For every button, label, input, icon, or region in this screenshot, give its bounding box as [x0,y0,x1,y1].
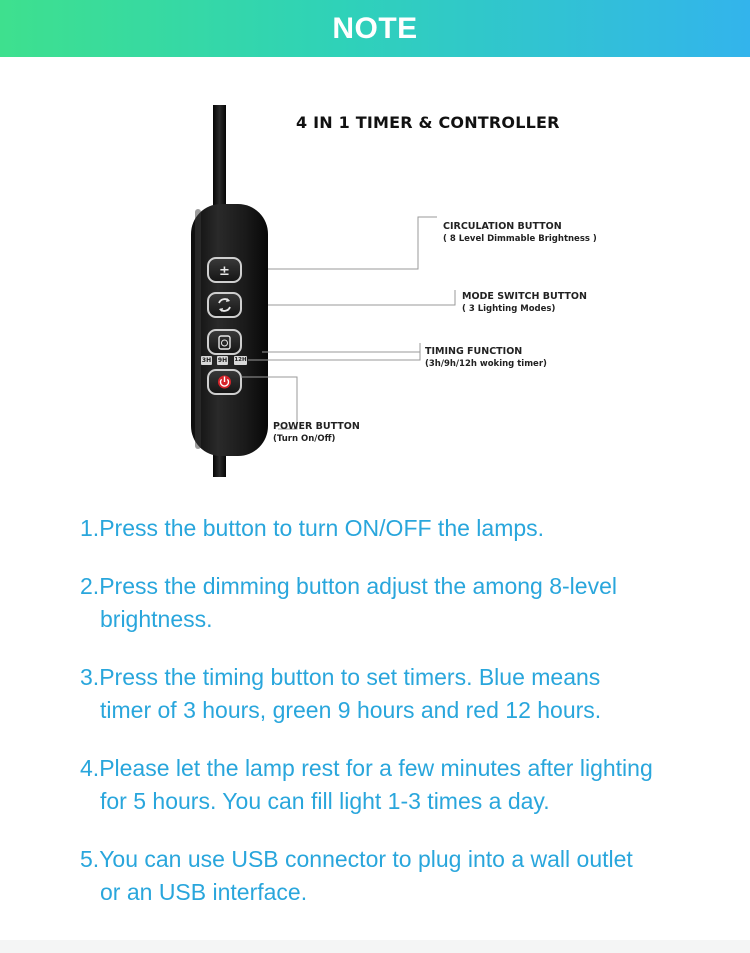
step-line-2: or an USB interface. [100,879,308,905]
step-line-2: brightness. [100,606,213,632]
instruction-list [80,512,720,934]
step-number: 3. [80,664,100,690]
step-line-1: Press the timing button to set timers. Blue means [99,664,601,690]
callout-mode-title: MODE SWITCH BUTTON [462,291,587,302]
instruction-item-1 [80,512,720,545]
callout-mode [462,290,587,316]
callout-timing-title: TIMING FUNCTION [425,346,523,357]
mode-switch-button [208,293,241,317]
diagram-title: 4 IN 1 TIMER & CONTROLLER [296,113,560,132]
step-line-1: You can use USB connector to plug into a wall outlet [99,846,633,872]
timer-label-12h: 12H [234,357,247,363]
circulation-button [208,258,241,282]
power-button [208,370,241,394]
leader-lines [241,217,455,429]
step-number: 2. [80,573,100,599]
step-number: 5. [80,846,100,872]
content-card [0,57,750,940]
callout-power-sub: (Turn On/Off) [273,434,336,444]
step-line-2: timer of 3 hours, green 9 hours and red 12 hours. [100,697,602,723]
step-line-1: Press the dimming button adjust the among 8-level [99,573,617,599]
step-line-1: Please let the lamp rest for a few minutes after lighting [99,755,653,781]
timer-label-3h: 3H [201,357,212,364]
instruction-item-5 [80,843,720,909]
step-line-2: for 5 hours. You can fill light 1-3 times a day. [100,788,550,814]
callout-timing-sub: (3h/9h/12h woking timer) [425,359,547,369]
step-number: 4. [80,755,100,781]
callout-power-title: POWER BUTTON [273,421,360,432]
cable-top [213,105,226,205]
controller-diagram [0,57,750,487]
instruction-item-3 [80,661,720,727]
callout-circulation-sub: ( 8 Level Dimmable Brightness ) [443,234,597,244]
svg-text:±: ± [219,264,230,279]
instruction-item-2 [80,570,720,636]
instruction-item-4 [80,752,720,818]
timing-button [208,330,241,354]
timer-label-9h: 9H [217,357,228,364]
callout-mode-sub: ( 3 Lighting Modes) [462,304,556,314]
header-banner [0,0,750,57]
callout-power [273,420,360,446]
step-line-1: Press the button to turn ON/OFF the lamps. [99,515,545,541]
callout-circulation [443,220,597,246]
callout-timing [425,345,547,371]
callout-circulation-title: CIRCULATION BUTTON [443,221,562,232]
step-number: 1. [80,515,100,541]
page-title: NOTE [332,11,418,45]
